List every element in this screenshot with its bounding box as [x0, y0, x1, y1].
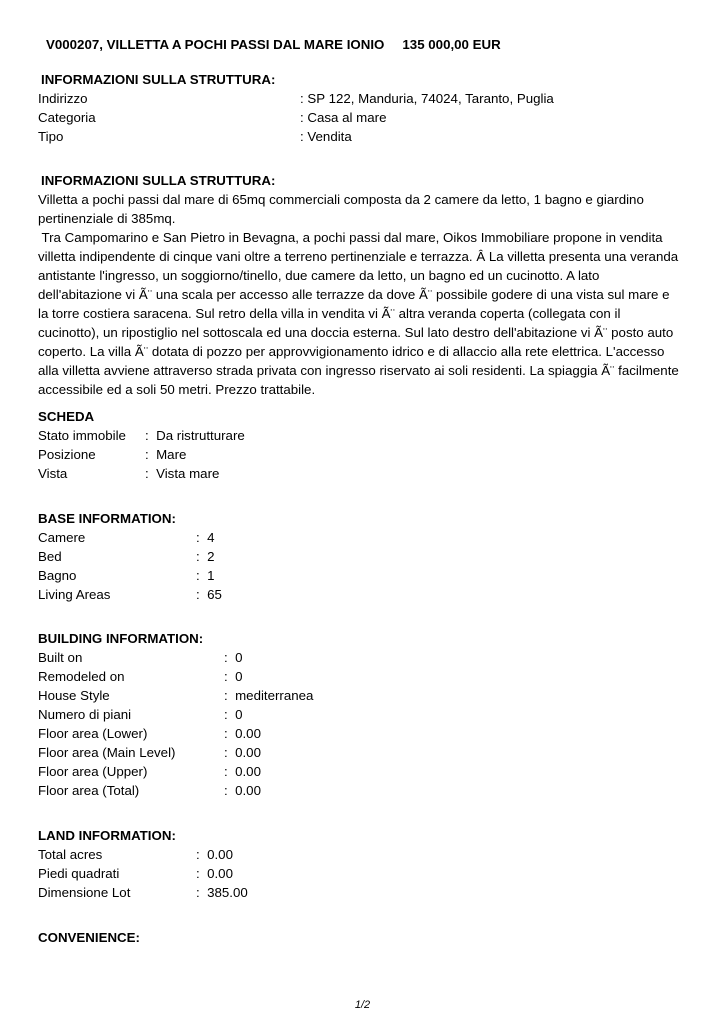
listing-price: 135 000,00 EUR	[402, 37, 501, 52]
land-label: Total acres	[38, 847, 103, 862]
scheda-value: Vista mare	[156, 466, 220, 481]
colon-separator: :	[196, 847, 208, 862]
land-heading: LAND INFORMATION:	[38, 828, 176, 843]
descrizione-section	[38, 171, 688, 399]
colon-separator: :	[196, 549, 208, 564]
building-value: 0	[235, 650, 243, 665]
colon-separator: :	[196, 530, 208, 545]
building-heading: BUILDING INFORMATION:	[38, 631, 204, 646]
base-row	[38, 566, 688, 585]
colon-separator: :	[224, 783, 236, 798]
base-label: Living Areas	[38, 587, 111, 602]
building-row	[38, 705, 688, 724]
base-label: Bagno	[38, 568, 77, 583]
colon-separator: :	[224, 726, 236, 741]
descrizione-heading: INFORMAZIONI SULLA STRUTTURA:	[41, 173, 276, 188]
base-row	[38, 585, 688, 604]
description-line: pertinenziale di 385mq.	[38, 211, 176, 226]
description-line: dell'abitazione vi Ã¨ una scala per accesso alle terrazze da dove Ã¨ possibile godere di una vista sul mare e	[38, 287, 670, 302]
convenience-heading: CONVENIENCE:	[38, 930, 140, 945]
base-value: 65	[207, 587, 222, 602]
building-label: Floor area (Total)	[38, 783, 140, 798]
colon-separator: :	[145, 428, 157, 443]
building-value: 0.00	[235, 745, 261, 760]
description-text	[38, 190, 688, 399]
base-section	[38, 509, 688, 604]
description-line: coperto. La villa Ã¨ dotata di pozzo per approvvigionamento idrico e di allaccio alla rete elettrica. L'accesso	[38, 344, 665, 359]
info-label: Categoria	[38, 110, 96, 125]
land-value: 385.00	[207, 885, 248, 900]
building-value: 0.00	[235, 764, 261, 779]
building-row	[38, 648, 688, 667]
land-label: Dimensione Lot	[38, 885, 131, 900]
description-line: villetta indipendente di cinque vani oltre a terreno pertinenziale e terrazza. Â La villetta presenta una veranda	[38, 249, 679, 264]
base-value: 2	[207, 549, 215, 564]
info-row	[38, 108, 688, 127]
land-row	[38, 845, 688, 864]
scheda-row	[38, 445, 688, 464]
colon-separator: :	[224, 745, 236, 760]
land-label: Piedi quadrati	[38, 866, 120, 881]
colon-separator: :	[145, 447, 157, 462]
page-title	[46, 35, 501, 54]
description-line: cucinotto), un ripostiglio nel sottoscala ed una doccia esterna. Sul lato destro dell'abitazione vi Ã¨ posto auto	[38, 325, 674, 340]
base-label: Bed	[38, 549, 62, 564]
land-value: 0.00	[207, 847, 233, 862]
colon-separator: :	[224, 707, 236, 722]
description-line: antistante l'ingresso, un soggiorno/tinello, due camere da letto, un bagno ed un cucinotto. A lato	[38, 268, 600, 283]
scheda-row	[38, 464, 688, 483]
colon-separator: :	[224, 764, 236, 779]
land-value: 0.00	[207, 866, 233, 881]
building-label: Floor area (Main Level)	[38, 745, 176, 760]
base-row	[38, 547, 688, 566]
building-value: 0.00	[235, 726, 261, 741]
scheda-heading: SCHEDA	[38, 409, 95, 424]
land-row	[38, 883, 688, 902]
base-heading: BASE INFORMATION:	[38, 511, 176, 526]
base-label: Camere	[38, 530, 86, 545]
info-label: Indirizzo	[38, 91, 88, 106]
building-label: Floor area (Upper)	[38, 764, 148, 779]
colon-separator: :	[224, 669, 236, 684]
struttura-section	[38, 70, 688, 146]
description-line: alla villetta avviene attraverso strada privata con ingresso riservato ai soli residenti. La spiaggia Ã¨ facilmente	[38, 363, 679, 378]
listing-title: V000207, VILLETTA A POCHI PASSI DAL MARE IONIO	[46, 37, 385, 52]
scheda-label: Vista	[38, 466, 68, 481]
colon-separator: :	[196, 885, 208, 900]
building-row	[38, 667, 688, 686]
building-value: mediterranea	[235, 688, 314, 703]
info-value: : SP 122, Manduria, 74024, Taranto, Puglia	[300, 91, 554, 106]
building-label: House Style	[38, 688, 110, 703]
struttura-heading: INFORMAZIONI SULLA STRUTTURA:	[41, 72, 276, 87]
colon-separator: :	[224, 650, 236, 665]
building-value: 0	[235, 669, 243, 684]
description-line: Tra Campomarino e San Pietro in Bevagna, a pochi passi dal mare, Oikos Immobiliare propone in vendita	[38, 230, 663, 245]
info-row	[38, 127, 688, 146]
description-line: Villetta a pochi passi dal mare di 65mq commerciali composta da 2 camere da letto, 1 bagno e giardino	[38, 192, 644, 207]
scheda-label: Posizione	[38, 447, 96, 462]
scheda-label: Stato immobile	[38, 428, 126, 443]
scheda-value: Mare	[156, 447, 187, 462]
colon-separator: :	[145, 466, 157, 481]
info-label: Tipo	[38, 129, 64, 144]
land-row	[38, 864, 688, 883]
building-row	[38, 743, 688, 762]
building-label: Floor area (Lower)	[38, 726, 148, 741]
building-row	[38, 762, 688, 781]
colon-separator: :	[196, 587, 208, 602]
info-row	[38, 89, 688, 108]
building-row	[38, 781, 688, 800]
colon-separator: :	[196, 866, 208, 881]
building-label: Numero di piani	[38, 707, 132, 722]
building-section	[38, 629, 688, 800]
convenience-section	[38, 928, 688, 947]
land-section	[38, 826, 688, 902]
colon-separator: :	[196, 568, 208, 583]
description-line: accessibile ed a soli 50 metri. Prezzo trattabile.	[38, 382, 316, 397]
scheda-section	[38, 407, 688, 483]
info-value: : Vendita	[300, 129, 352, 144]
scheda-value: Da ristrutturare	[156, 428, 245, 443]
description-line: la torre costiera saracena. Sul retro della villa in vendita vi Ã¨ altra veranda coperta (collegata con il	[38, 306, 621, 321]
base-value: 1	[207, 568, 215, 583]
info-value: : Casa al mare	[300, 110, 387, 125]
building-label: Remodeled on	[38, 669, 125, 684]
base-row	[38, 528, 688, 547]
scheda-row	[38, 426, 688, 445]
base-value: 4	[207, 530, 215, 545]
building-value: 0	[235, 707, 243, 722]
building-row	[38, 686, 688, 705]
colon-separator: :	[224, 688, 236, 703]
building-row	[38, 724, 688, 743]
building-value: 0.00	[235, 783, 261, 798]
page-number: 1/2	[354, 999, 371, 1011]
building-label: Built on	[38, 650, 83, 665]
